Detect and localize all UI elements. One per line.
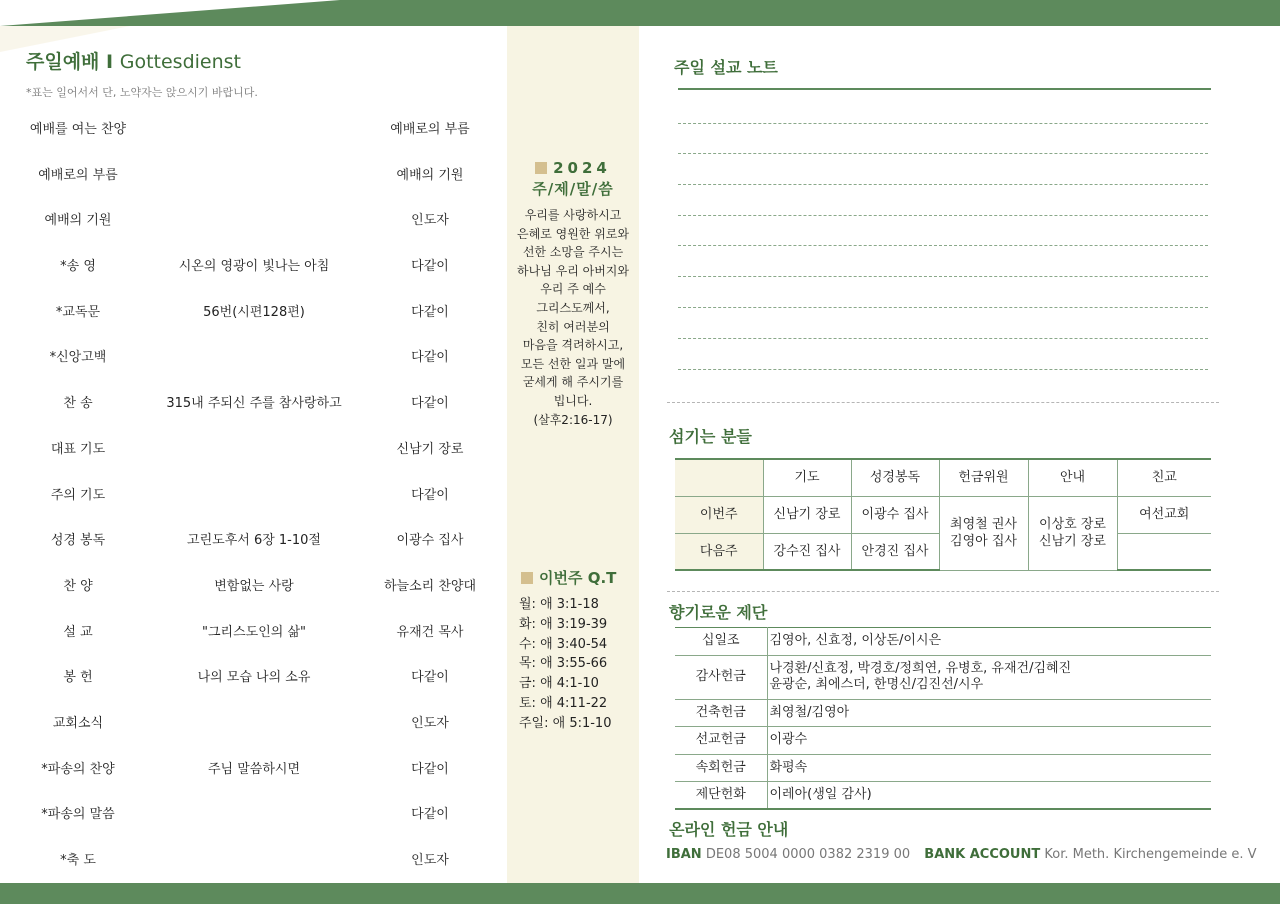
worship-title <box>26 47 241 74</box>
order-item: 주의 기도 <box>50 487 106 503</box>
top-band-cut <box>0 0 340 26</box>
order-row <box>20 744 490 790</box>
order-row <box>20 607 490 653</box>
order-leader: 인도자 <box>411 213 449 229</box>
servers-corner-cell <box>675 459 763 496</box>
bank-account-label: BANK ACCOUNT <box>924 847 1041 862</box>
order-item: 찬 양 <box>63 578 93 594</box>
order-leader: 인도자 <box>411 715 449 731</box>
offerings-title: 향기로운 제단 <box>669 603 768 622</box>
servers-header-usher: 안내 <box>1028 459 1117 496</box>
servers-table <box>675 458 1211 571</box>
order-content: 56번(시편128편) <box>203 304 305 320</box>
theme-line: 굳세게 해 주시기를 <box>522 375 624 390</box>
qt-heading <box>521 567 616 588</box>
offering-label: 속회헌금 <box>675 754 767 782</box>
offering-names: 김영아, 신효정, 이상돈/이시은 <box>767 628 1211 656</box>
theme-line: 우리를 사랑하시고 <box>524 208 622 222</box>
theme-column <box>507 26 639 883</box>
offering-names: 이레아(생일 감사) <box>767 782 1211 810</box>
worship-order-list <box>20 104 490 881</box>
iban-value: DE08 5004 0000 0382 2319 00 <box>705 847 911 862</box>
fellowship-this-week: 여선교회 <box>1117 496 1211 533</box>
qt-day: 수: 애 3:40-54 <box>519 636 608 652</box>
prayer-next-week: 강수진 집사 <box>763 533 851 570</box>
offering-names: 최영철/김영아 <box>767 699 1211 727</box>
offerings-table <box>675 627 1211 810</box>
order-leader: 다같이 <box>411 259 449 275</box>
order-row <box>20 332 490 378</box>
qt-day: 주일: 애 5:1-10 <box>519 715 612 731</box>
order-leader: 하늘소리 찬양대 <box>383 578 477 594</box>
order-leader: 다같이 <box>411 487 449 503</box>
fellowship-next-week <box>1117 533 1211 570</box>
servers-header-reading: 성경봉독 <box>851 459 939 496</box>
order-item: *파송의 말씀 <box>41 807 115 823</box>
offering-label: 제단헌화 <box>675 782 767 810</box>
theme-title: 주/제/말/씀 <box>532 180 614 198</box>
order-leader: 유재건 목사 <box>396 624 464 640</box>
theme-line: 우리 주 예수 <box>540 282 606 297</box>
order-row <box>20 195 490 241</box>
offering-label: 건축헌금 <box>675 699 767 727</box>
bank-account-value: Kor. Meth. Kirchengemeinde e. V <box>1044 847 1257 862</box>
offering-committee <box>939 496 1028 570</box>
offering-names: 화평속 <box>767 754 1211 782</box>
offering-label: 감사헌금 <box>675 655 767 699</box>
servers-header-fellowship: 친교 <box>1117 459 1211 496</box>
order-row <box>20 698 490 744</box>
order-item: 예배로의 부름 <box>38 167 118 183</box>
usher-member: 신남기 장로 <box>1039 534 1106 549</box>
order-leader: 다같이 <box>411 670 449 686</box>
order-item: *교독문 <box>55 304 101 320</box>
note-line <box>678 369 1208 370</box>
order-leader: 다같이 <box>411 304 449 320</box>
order-leader: 다같이 <box>411 807 449 823</box>
order-item: 성경 봉독 <box>50 533 106 549</box>
order-row <box>20 470 490 516</box>
order-row <box>20 150 490 196</box>
order-row <box>20 561 490 607</box>
qt-day: 목: 애 3:55-66 <box>519 656 608 672</box>
offering-member: 최영철 권사 <box>950 517 1017 532</box>
note-line <box>678 338 1208 339</box>
order-content: 고린도후서 6장 1-10절 <box>187 533 321 549</box>
offering-member: 김영아 집사 <box>950 534 1017 549</box>
offering-label: 십일조 <box>675 628 767 656</box>
note-line <box>678 153 1208 154</box>
theme-line: 빕니다. <box>553 393 593 408</box>
servers-header-offering: 헌금위원 <box>939 459 1028 496</box>
note-line <box>678 307 1208 308</box>
offering-row <box>675 782 1211 810</box>
prayer-this-week: 신남기 장로 <box>763 496 851 533</box>
order-item: *송 영 <box>60 259 96 275</box>
theme-line: 모든 선한 일과 말에 <box>520 356 626 371</box>
qt-day: 월: 애 3:1-18 <box>519 597 599 612</box>
square-bullet-icon <box>521 572 533 584</box>
offering-row <box>675 727 1211 755</box>
theme-line: 그리스도께서, <box>536 300 610 315</box>
sermon-notes-title: 주일 설교 노트 <box>674 58 778 77</box>
order-row <box>20 378 490 424</box>
worship-title-de: Gottesdienst <box>119 51 242 73</box>
order-item: 대표 기도 <box>50 441 106 457</box>
iban-label: IBAN <box>666 847 702 862</box>
order-row <box>20 515 490 561</box>
this-week-label: 이번주 <box>675 496 763 533</box>
order-leader: 다같이 <box>411 350 449 366</box>
online-giving-title: 온라인 헌금 안내 <box>669 820 789 839</box>
sermon-title-rule <box>678 88 1211 90</box>
order-item: *축 도 <box>60 853 96 868</box>
qt-day: 토: 애 4:11-22 <box>519 695 608 711</box>
offering-label: 선교헌금 <box>675 727 767 755</box>
worship-title-ko: 주일예배 <box>26 51 100 73</box>
order-content: 315내 주되신 주를 참사랑하고 <box>166 396 342 412</box>
offering-names: 이광수 <box>767 727 1211 755</box>
usher-member: 이상호 장로 <box>1039 517 1106 532</box>
order-leader: 인도자 <box>411 853 449 868</box>
theme-line: 마음을 격려하시고, <box>522 338 624 353</box>
theme-line: 친히 여러분의 <box>536 319 610 334</box>
theme-line: 하나님 우리 아버지와 <box>517 263 629 278</box>
note-line <box>678 184 1208 185</box>
order-content: 나의 모습 나의 소유 <box>197 670 311 686</box>
order-item: *파송의 찬양 <box>41 761 115 777</box>
order-content: 시온의 영광이 빛나는 아침 <box>178 259 330 275</box>
order-item: 봉 헌 <box>63 670 93 686</box>
offering-row <box>675 628 1211 656</box>
order-leader: 신남기 장로 <box>396 441 464 457</box>
offering-names-line: 윤광순, 최에스더, 한명신/김진선/시우 <box>769 677 984 692</box>
order-row <box>20 835 490 881</box>
order-item: 설 교 <box>63 624 93 640</box>
order-content: 변함없는 사랑 <box>214 578 294 594</box>
next-week-label: 다음주 <box>675 533 763 570</box>
qt-day: 화: 애 3:19-39 <box>519 616 608 632</box>
note-line <box>678 276 1208 277</box>
order-row <box>20 287 490 333</box>
order-row <box>20 789 490 835</box>
worship-note: *표는 일어서서 단, 노약자는 앉으시기 바랍니다. <box>26 86 258 99</box>
offering-row <box>675 754 1211 782</box>
servers-header-prayer: 기도 <box>763 459 851 496</box>
theme-line: (살후2:16-17) <box>533 412 613 427</box>
order-leader: 예배의 기원 <box>396 167 464 183</box>
theme-heading <box>507 158 639 200</box>
order-row <box>20 424 490 470</box>
order-item: *신앙고백 <box>49 350 107 366</box>
offering-names-line: 나경환/신효정, 박경호/정희연, 유병호, 유재건/김혜진 <box>769 661 1072 676</box>
theme-line: 은혜로 영원한 위로와 <box>517 226 629 241</box>
qt-title: 이번주 Q.T <box>539 569 617 587</box>
order-item: 교회소식 <box>52 715 104 731</box>
reading-this-week: 이광수 집사 <box>851 496 939 533</box>
order-row <box>20 241 490 287</box>
order-item: 예배를 여는 찬양 <box>29 122 127 137</box>
order-leader: 다같이 <box>411 761 449 777</box>
order-item: 찬 송 <box>63 396 93 412</box>
ushers <box>1028 496 1117 570</box>
qt-list <box>519 595 611 734</box>
qt-day: 금: 애 4:1-10 <box>519 676 599 692</box>
worship-title-separator: I <box>106 51 114 73</box>
order-item: 예배의 기원 <box>44 213 112 229</box>
square-bullet-icon <box>535 162 547 174</box>
online-giving-info <box>666 847 1257 862</box>
theme-year: 2024 <box>553 159 611 177</box>
order-leader: 다같이 <box>411 396 449 412</box>
section-divider <box>667 591 1219 592</box>
bottom-band <box>0 883 1280 904</box>
offering-row <box>675 655 1211 699</box>
theme-verse <box>507 206 639 429</box>
note-line <box>678 123 1208 124</box>
order-content: 주님 말씀하시면 <box>207 761 301 777</box>
theme-line: 선한 소망을 주시는 <box>522 245 624 260</box>
section-divider <box>667 402 1219 403</box>
note-line <box>678 215 1208 216</box>
reading-next-week: 안경진 집사 <box>851 533 939 570</box>
order-row <box>20 652 490 698</box>
servers-title: 섬기는 분들 <box>669 427 752 446</box>
order-leader: 이광수 집사 <box>396 533 464 549</box>
offering-row <box>675 699 1211 727</box>
order-content: "그리스도인의 삶" <box>202 624 306 640</box>
order-row <box>20 104 490 150</box>
offering-names <box>767 655 1211 699</box>
order-leader: 예배로의 부름 <box>390 122 470 137</box>
note-line <box>678 245 1208 246</box>
